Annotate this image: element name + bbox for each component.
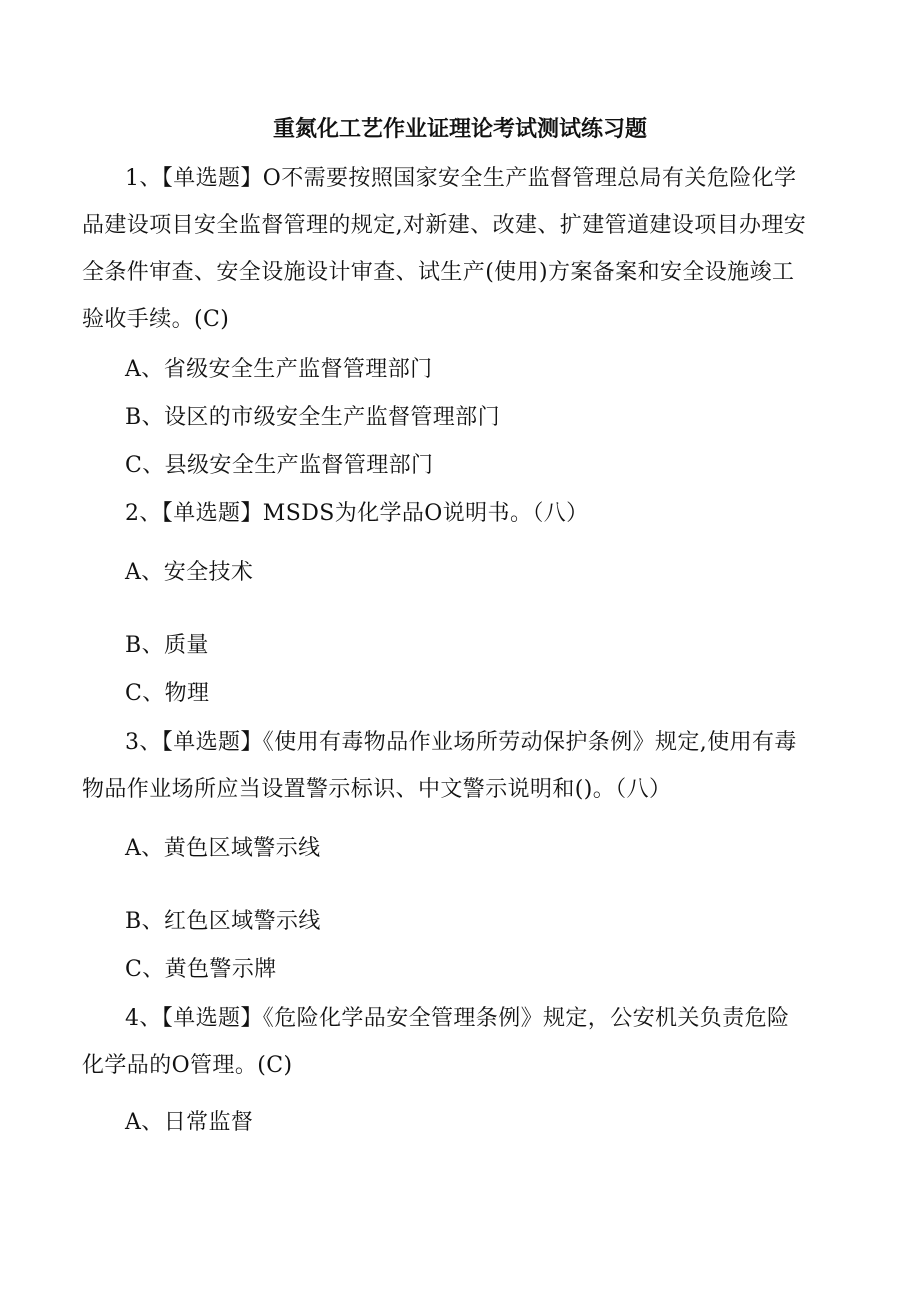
question-3-line-2: 物品作业场所应当设置警示标识、中文警示说明和()。（八） bbox=[82, 777, 672, 802]
question-2-line-1: 2、【单选题】MSDS为化学品O说明书。（八） bbox=[125, 501, 589, 526]
question-4-line-2: 化学品的O管理。(C) bbox=[82, 1053, 293, 1078]
question-2-option-a: A、安全技术 bbox=[125, 560, 254, 585]
question-1-line-2: 品建设项目安全监督管理的规定,对新建、改建、扩建管道建设项目办理安 bbox=[82, 213, 807, 238]
question-3-option-a: A、黄色区域警示线 bbox=[125, 836, 321, 861]
document-title: 重氮化工艺作业证理论考试测试练习题 bbox=[272, 117, 647, 142]
question-1-option-a: A、省级安全生产监督管理部门 bbox=[125, 357, 433, 382]
question-3-line-1: 3、【单选题】《使用有毒物品作业场所劳动保护条例》规定,使用有毒 bbox=[125, 730, 797, 755]
question-1-line-3: 全条件审查、安全设施设计审查、试生产(使用)方案备案和安全设施竣工 bbox=[82, 260, 795, 285]
question-1-line-1: 1、【单选题】O不需要按照国家安全生产监督管理总局有关危险化学 bbox=[125, 166, 797, 191]
question-1-option-c: C、县级安全生产监督管理部门 bbox=[125, 453, 434, 478]
question-3-option-b: B、红色区域警示线 bbox=[125, 909, 321, 934]
question-4-option-a: A、日常监督 bbox=[125, 1110, 254, 1135]
question-3-option-c: C、黄色警示牌 bbox=[125, 957, 277, 982]
question-1-line-4: 验收手续。(C) bbox=[82, 307, 230, 332]
question-2-option-b: B、质量 bbox=[125, 633, 209, 658]
question-4-line-1: 4、【单选题】《危险化学品安全管理条例》规定，公安机关负责危险 bbox=[125, 1006, 790, 1031]
question-2-option-c: C、物理 bbox=[125, 681, 210, 706]
question-1-option-b: B、设区的市级安全生产监督管理部门 bbox=[125, 405, 500, 430]
